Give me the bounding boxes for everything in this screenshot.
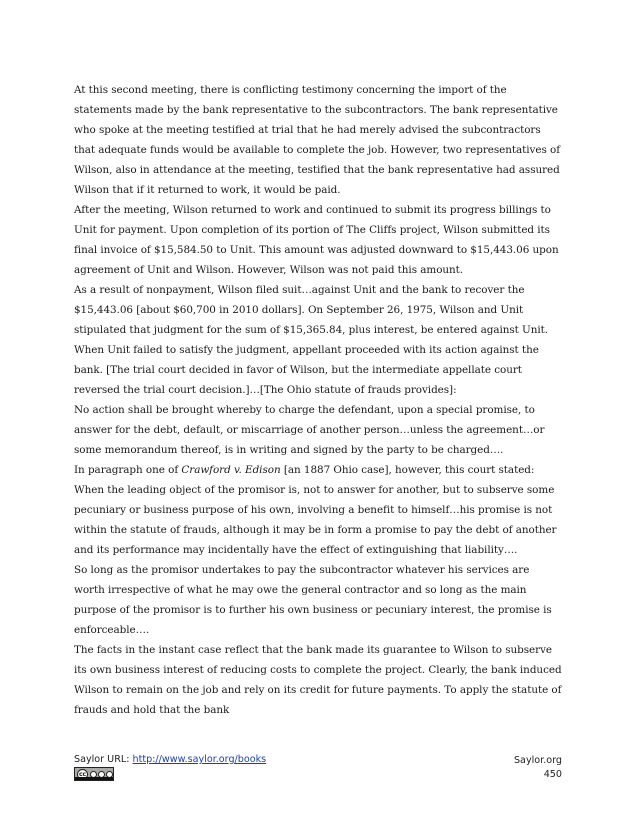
paragraph: At this second meeting, there is conflicting testimony concerning the import of the statements made by the bank representative to the subcontractors. The bank representative who spoke at the meeting testified at trial that he had merely advised the subcontractors that adequate funds would be available to complete the job. However, two representatives of Wilson, also in attendance at the meeting, testified that the bank representative had assured Wilson that if it returned to work, it would be paid. [74,84,561,196]
paragraph: As a result of nonpayment, Wilson filed suit…against Unit and the bank to recover the $15,443.06 [about $60,700 in 2010 dollars]. On September 26, 1975, Wilson and Unit stipulated that judgment for the sum of $15,365.84, plus interest, be entered against Unit. When Unit failed to satisfy the judgment, appellant proceeded with its action against the bank. [The trial court decided in favor of Wilson, but the intermediate appellate court reversed the trial court decision.]…[The Ohio statute of frauds provides]: [74,284,549,396]
paragraph: The facts in the instant case reflect that the bank made its guarantee to Wilson to subserve its own business interest of reducing costs to complete the project. Clearly, the bank induced Wilson to remain on the job and rely on its credit for future payments. To apply the statute of frauds and hold that the bank [74,644,562,716]
text-run: [an 1887 Ohio case], however, this court stated: [280,464,535,476]
case-citation: Crawford v. Edison [181,464,281,476]
block-quote: When the leading object of the promisor is, not to answer for another, but to subserve some pecuniary or business purpose of his own, involving a benefit to himself…his promise is not within the statute of frauds, although it may be in form a promise to pay the debt of another and its performance may incidentally have the effect of extinguishing that liability…. [74,484,557,556]
source-link[interactable]: http://www.saylor.org/books [132,754,267,765]
page-number: 450 [543,769,562,780]
badge-strip [75,777,113,780]
site-name: Saylor.org [513,755,562,766]
page-footer [74,754,562,794]
text-run: In paragraph one of [74,464,182,476]
cc-by-nc-sa-icon [74,767,114,781]
cc-icon: cc [78,770,87,778]
paragraph: After the meeting, Wilson returned to work and continued to submit its progress billings to Unit for payment. Upon completion of its portion of The Cliffs project, Wilson submitted its final invoice of $15,584.50 to Unit. This amount was adjusted downward to $15,443.06 upon agreement of Unit and Wilson. However, Wilson was not paid this amount. [74,204,559,276]
footer-right [514,754,562,782]
page-body [74,80,562,720]
paragraph: So long as the promisor undertakes to pay the subcontractor whatever his services are worth irrespective of what he may owe the general contractor and so long as the main purpose of the promisor is to further his own business or pecuniary interest, the promise is enforceable…. [74,564,552,636]
source-line [74,754,266,765]
block-quote: No action shall be brought whereby to charge the defendant, upon a special promise, to answer for the debt, default, or miscarriage of another person…unless the agreement…or some memorandum thereof, is in writing and signed by the party to be charged…. [74,404,545,456]
paragraph-with-citation [74,460,562,480]
source-label: Saylor URL: [74,754,133,765]
